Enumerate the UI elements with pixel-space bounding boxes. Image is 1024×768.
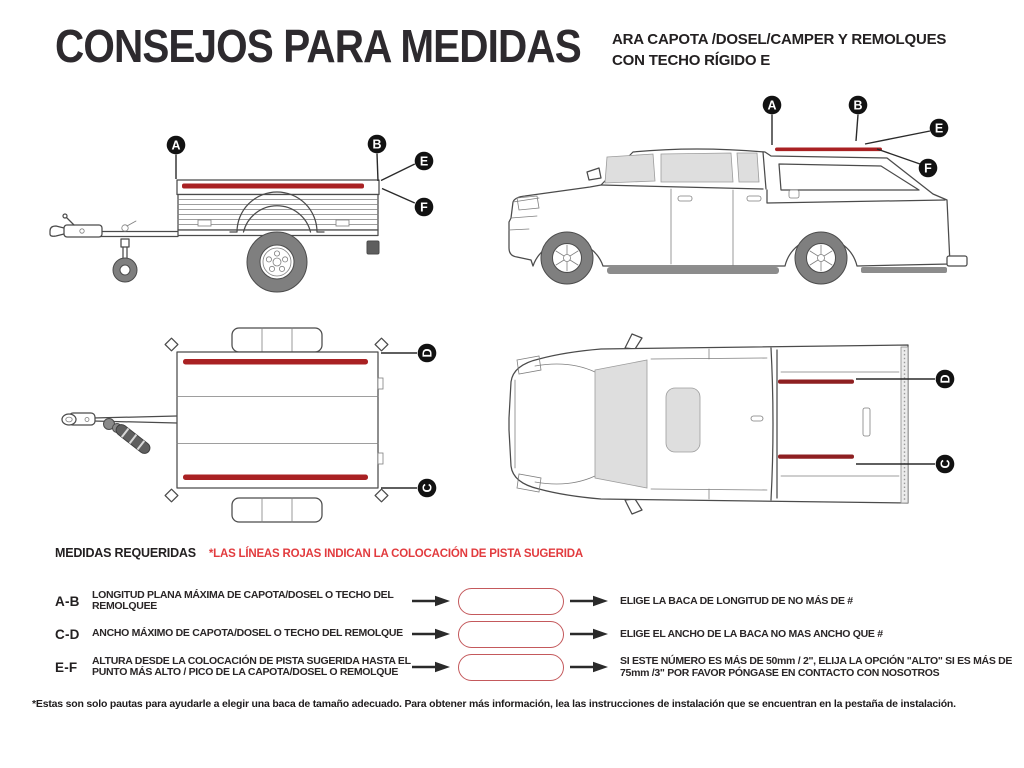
measure-key: E-F xyxy=(55,659,78,675)
subtitle-line-1: ARA CAPOTA /DOSEL/CAMPER Y REMOLQUES xyxy=(612,31,947,48)
trailer-top-drawing xyxy=(62,328,388,522)
svg-text:F: F xyxy=(924,161,932,176)
track-line-ab xyxy=(182,184,364,189)
measure-description: ALTURA DESDE LA COLOCACIÓN DE PISTA SUGERIDA HASTA EL PUNTO MÁS ALTO / PICO DE LA CAPOTA/DOSEL O REMOLQUE xyxy=(92,654,411,678)
marker-b xyxy=(849,96,868,115)
windshield xyxy=(595,360,647,488)
hitch-coupler xyxy=(50,214,102,237)
arrow-right-icon xyxy=(570,661,608,673)
page-subtitle xyxy=(612,29,946,71)
measure-key: C-D xyxy=(55,626,80,642)
marker-c xyxy=(936,455,955,474)
svg-text:C: C xyxy=(938,459,953,469)
marker-e xyxy=(930,119,949,138)
fender-top xyxy=(232,328,322,352)
marker-b xyxy=(368,135,387,154)
measure-row-ab xyxy=(0,584,1024,618)
running-board xyxy=(607,267,779,274)
svg-text:E: E xyxy=(934,121,944,136)
svg-text:B: B xyxy=(853,98,863,113)
mirror-left xyxy=(625,334,642,349)
measures-heading: MEDIDAS REQUERIDAS xyxy=(55,546,196,560)
svg-text:B: B xyxy=(372,137,382,152)
marker-f xyxy=(919,159,938,178)
hitch-coupler xyxy=(62,413,95,425)
rear-wheel xyxy=(795,232,847,284)
arrow-right-icon xyxy=(412,628,450,640)
measure-row-cd xyxy=(0,618,1024,650)
measure-result: ELIGE LA BACA DE LONGITUD DE NO MÁS DE # xyxy=(620,595,853,607)
arrow-right-icon xyxy=(412,595,450,607)
truck-side-view-diagram xyxy=(495,90,995,305)
mirror-right xyxy=(625,499,642,514)
svg-text:D: D xyxy=(938,374,953,384)
svg-text:A: A xyxy=(767,98,777,113)
measure-key: A-B xyxy=(55,593,80,609)
svg-text:F: F xyxy=(420,200,428,215)
marker-c xyxy=(418,479,437,498)
svg-text:D: D xyxy=(420,348,435,358)
truck-side-drawing xyxy=(509,148,967,285)
jockey-wheel xyxy=(113,221,137,282)
marker-a xyxy=(167,136,186,155)
crank-handle xyxy=(104,419,153,456)
page-title: CONSEJOS PARA MEDIDAS xyxy=(55,20,581,72)
svg-text:A: A xyxy=(171,138,181,153)
trailer-top-view-diagram xyxy=(55,325,465,525)
track-line-cd-top xyxy=(778,380,854,384)
track-line-ab xyxy=(775,148,882,152)
marker-f xyxy=(415,198,434,217)
sunroof xyxy=(666,388,700,452)
trailer-wheel xyxy=(247,232,307,292)
marker-d xyxy=(936,370,955,389)
measures-heading-row xyxy=(55,546,583,560)
arrow-right-icon xyxy=(570,595,608,607)
red-lines-note: *LAS LÍNEAS ROJAS INDICAN LA COLOCACIÓN DE PISTA SUGERIDA xyxy=(208,548,583,560)
side-mirror xyxy=(587,168,601,180)
measure-result: SI ESTE NÚMERO ES MÁS DE 50mm / 2", ELIJA LA OPCIÓN "ALTO" SI ES MÁS DE 75mm /3" POR FAVOR PÓNGASE EN CONTACTO CON NOSOTROS xyxy=(620,655,1013,679)
measure-row-ef xyxy=(0,650,1024,684)
measurement-blank-field xyxy=(458,621,564,648)
marker-d xyxy=(418,344,437,363)
svg-text:C: C xyxy=(420,483,435,493)
track-line-cd-bottom xyxy=(778,455,854,459)
track-line-cd-top xyxy=(183,359,368,365)
arrow-right-icon xyxy=(570,628,608,640)
fender-bottom xyxy=(232,498,322,522)
svg-text:E: E xyxy=(419,154,429,169)
subtitle-line-2: CON TECHO RÍGIDO E xyxy=(612,52,771,69)
truck-top-view-diagram xyxy=(505,330,965,525)
leader-lines xyxy=(381,353,417,488)
truck-top-drawing xyxy=(509,334,908,514)
handle xyxy=(751,416,763,421)
measure-description: ANCHO MÁXIMO DE CAPOTA/DOSEL O TECHO DEL REMOLQUE xyxy=(92,627,403,640)
footer-note: *Estas son solo pautas para ayudarle a elegir una baca de tamaño adecuado. Para obtener más información, lea las instrucciones de instalación que se encuentran en la pestaña de instalación. xyxy=(32,698,956,710)
tail-light xyxy=(367,241,379,254)
arrow-right-icon xyxy=(412,661,450,673)
measurement-blank-field xyxy=(458,588,564,615)
marker-e xyxy=(415,152,434,171)
measurement-blank-field xyxy=(458,654,564,681)
marker-a xyxy=(763,96,782,115)
front-wheel xyxy=(541,232,593,284)
measure-description: LONGITUD PLANA MÁXIMA DE CAPOTA/DOSEL O TECHO DEL REMOLQUEE xyxy=(92,588,394,612)
track-line-cd-bottom xyxy=(183,475,368,481)
rear-bumper xyxy=(947,256,967,266)
trailer-side-view-diagram xyxy=(30,95,450,310)
trailer-body xyxy=(177,352,378,488)
trailer-side-drawing xyxy=(50,180,379,292)
measure-result: ELIGE EL ANCHO DE LA BACA NO MAS ANCHO QUE # xyxy=(620,628,883,640)
